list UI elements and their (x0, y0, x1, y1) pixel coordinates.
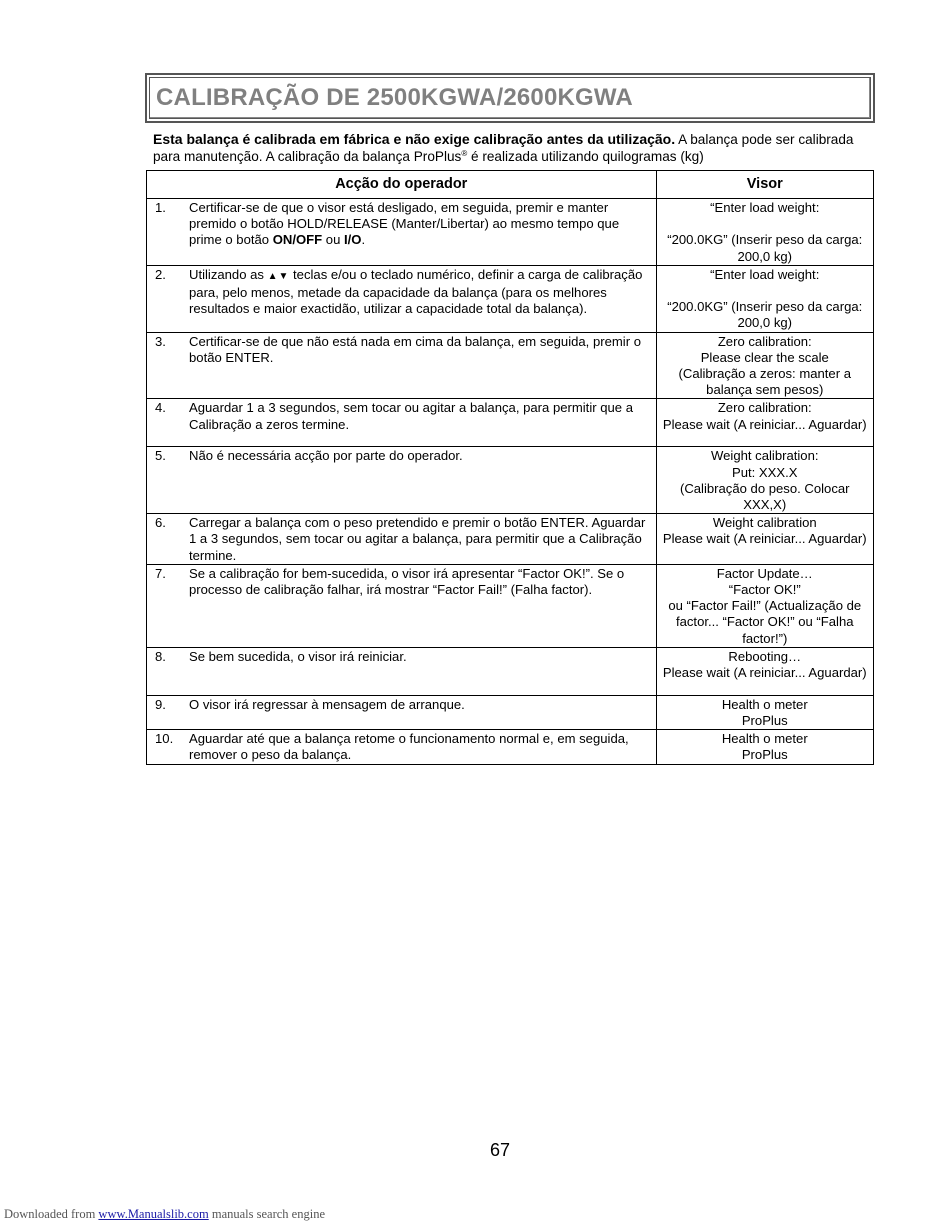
display-cell (656, 265, 873, 332)
operator-cell (147, 514, 657, 565)
intro-text-1: A balança pode ser calibrada para manutenção. A calibração da balança ProPlus (153, 132, 854, 164)
display-text: “Enter load weight: “200.0KG” (Inserir peso da carga: 200,0 kg) (667, 200, 863, 264)
operator-cell (147, 265, 657, 332)
registered-mark: ® (461, 149, 468, 158)
operator-cell (147, 332, 657, 399)
display-text: Factor Update… “Factor OK!” ou “Factor Fail!” (Actualização de factor... “Factor OK!” ou “Falha factor!”) (668, 565, 862, 646)
display-text: Zero calibration: Please wait (A reiniciar... Aguardar) (662, 400, 867, 432)
step-number: 4. (155, 400, 166, 416)
table-row (147, 399, 874, 447)
step-action: Carregar a balança com o peso pretendido e premir o botão ENTER. Aguardar 1 a 3 segundos, sem tocar ou agitar a balança, para permitir que a Calibração termine. (189, 515, 646, 563)
operator-cell (147, 447, 657, 514)
on-off-key: ON/OFF (272, 232, 323, 248)
intro-text-2: é realizada utilizando quilogramas (kg) (467, 149, 704, 164)
table-row (147, 265, 874, 332)
operator-cell (147, 399, 657, 447)
footer (4, 1207, 325, 1222)
step-number: 5. (155, 448, 166, 464)
table-row (147, 695, 874, 729)
display-text: Health o meter ProPlus (721, 731, 808, 763)
display-text: Weight calibration: Put: XXX.X (Calibração do peso. Colocar XXX,X) (679, 448, 850, 513)
display-cell (656, 447, 873, 514)
step-action: Certificar-se de que não está nada em cima da balança, em seguida, premir o botão ENTER. (189, 333, 641, 365)
display-cell (656, 647, 873, 695)
intro-paragraph (153, 131, 873, 165)
table-row (147, 647, 874, 695)
page-number: 67 (489, 1140, 511, 1160)
footer-prefix: Downloaded from (4, 1207, 99, 1221)
step-number: 2. (155, 266, 166, 282)
display-cell (656, 695, 873, 729)
display-cell (656, 730, 873, 764)
display-text: Health o meter ProPlus (721, 696, 808, 729)
display-cell (656, 399, 873, 447)
operator-cell (147, 564, 657, 647)
up-down-arrow-icon: ▲▼ (267, 270, 290, 282)
io-key: I/O (344, 232, 362, 248)
display-text: Zero calibration: Please clear the scale (Calibração a zeros: manter a balança sem pesos) (678, 333, 851, 398)
intro-bold: Esta balança é calibrada em fábrica e não exige calibração antes da utilização. (153, 131, 676, 147)
display-cell (656, 332, 873, 399)
table-row (147, 199, 874, 266)
display-text: “Enter load weight: “200.0KG” (Inserir peso da carga: 200,0 kg) (667, 266, 863, 331)
display-cell (656, 199, 873, 266)
step-number: 8. (155, 648, 166, 664)
step-action: Se a calibração for bem-sucedida, o visor irá apresentar “Factor OK!”. Se o processo de calibração falhar, irá mostrar “Factor Fail!” (Falha factor). (189, 565, 625, 598)
page-title: CALIBRAÇÃO DE 2500KGWA/2600KGWA (156, 84, 633, 111)
step-action: O visor irá regressar à mensagem de arranque. (189, 696, 465, 712)
display-cell (656, 514, 873, 565)
calibration-table (146, 170, 874, 765)
step-number: 10. (155, 731, 174, 747)
operator-cell (147, 199, 657, 266)
manualslib-link[interactable]: www.Manualslib.com (98, 1207, 209, 1221)
title-box (145, 73, 875, 123)
step-number: 6. (155, 515, 166, 531)
table-row (147, 730, 874, 764)
step-action: Certificar-se de que o visor está desligado, em seguida, premir e manter premido o botão HOLD/RELEASE (Manter/Libertar) ao mesmo tempo que prime o botão ON/OFF ou I/O. (189, 200, 620, 248)
step-number: 3. (155, 333, 166, 349)
title-inner-frame (149, 77, 871, 119)
header-display: Visor (656, 171, 873, 199)
display-text: Rebooting… Please wait (A reiniciar... Aguardar) (662, 648, 867, 681)
table-row (147, 564, 874, 647)
operator-cell (147, 730, 657, 764)
display-cell (656, 564, 873, 647)
table-row (147, 332, 874, 399)
operator-cell (147, 695, 657, 729)
footer-suffix: manuals search engine (208, 1207, 325, 1221)
table-row (147, 447, 874, 514)
table-header-row (147, 171, 874, 199)
table-row (147, 514, 874, 565)
step-action: Se bem sucedida, o visor irá reiniciar. (189, 648, 407, 664)
step-action: Aguardar 1 a 3 segundos, sem tocar ou agitar a balança, para permitir que a Calibração a zeros termine. (189, 400, 633, 432)
header-operator-action: Acção do operador (147, 171, 657, 199)
operator-cell (147, 647, 657, 695)
step-number: 1. (155, 200, 166, 215)
step-number: 7. (155, 565, 166, 581)
step-action: Utilizando as ▲▼ teclas e/ou o teclado numérico, definir a carga de calibração para, pelo menos, metade da capacidade da balança (para os melhores resultados e maior exactidão, utilizar a capacidade total da balança). (189, 266, 643, 317)
step-action: Não é necessária acção por parte do operador. (189, 448, 463, 464)
step-action: Aguardar até que a balança retome o funcionamento normal e, em seguida, remover o peso da balança. (189, 731, 629, 763)
step-number: 9. (155, 696, 166, 712)
display-text: Weight calibration Please wait (A reiniciar... Aguardar) (662, 515, 867, 547)
